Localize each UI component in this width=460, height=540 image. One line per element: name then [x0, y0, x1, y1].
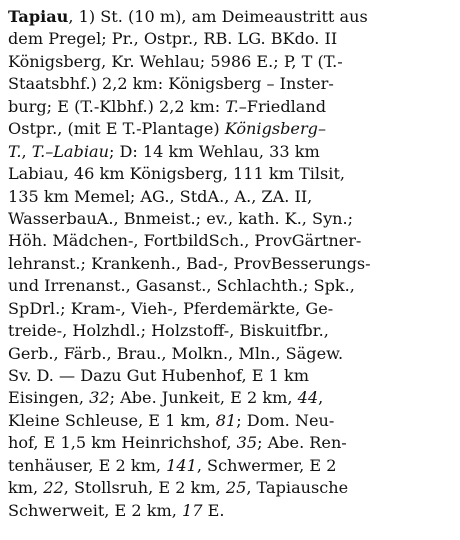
entry-text: Ostpr., (mit E T.-Plantage) — [8, 119, 225, 139]
entry-line — [8, 275, 454, 297]
entry-text: ; Dom. Neu- — [236, 410, 335, 430]
entry-text: T.–Labiau — [31, 141, 109, 161]
entry-text: 44 — [297, 388, 319, 408]
gazetteer-entry — [8, 6, 454, 522]
entry-text: , — [318, 388, 324, 408]
entry-text: Kleine Schleuse, E 1 km, — [8, 410, 216, 430]
entry-text: T. — [225, 96, 239, 116]
entry-line — [8, 28, 454, 50]
entry-line — [8, 51, 454, 73]
entry-text: , — [21, 141, 32, 161]
entry-line — [8, 186, 454, 208]
entry-text: Eisingen, — [8, 388, 90, 408]
entry-text: Königsberg, Kr. Wehlau; 5986 E.; P, T (T.- — [8, 51, 343, 71]
entry-text: –Friedland — [238, 96, 327, 116]
entry-text: hof, E 1,5 km Heinrichshof, — [8, 433, 237, 453]
entry-line — [8, 253, 454, 275]
entry-text: und Irrenanst., Gasanst., Schlachth.; Spk., — [8, 276, 355, 296]
entry-text: Labiau, 46 km Königsberg, 111 km Tilsit, — [8, 164, 346, 184]
entry-text: Schwerweit, E 2 km, — [8, 500, 183, 520]
entry-text: E. — [202, 500, 225, 520]
entry-line — [8, 6, 454, 28]
entry-text: , Schwermer, E 2 — [196, 455, 337, 475]
entry-text: SpDrl.; Kram-, Vieh-, Pferdemärkte, Ge- — [8, 298, 334, 318]
entry-text: 35 — [236, 433, 258, 453]
entry-text: burg; E (T.-Klbhf.) 2,2 km: — [8, 96, 226, 116]
entry-text: ; D: 14 km Wehlau, 33 km — [108, 141, 320, 161]
entry-text: 135 km Memel; AG., StdA., A., ZA. II, — [8, 186, 313, 206]
entry-text: Königsberg– — [224, 119, 327, 139]
entry-line — [8, 410, 454, 432]
entry-line — [8, 500, 454, 522]
entry-line — [8, 230, 454, 252]
entry-line — [8, 387, 454, 409]
entry-line — [8, 163, 454, 185]
entry-line — [8, 320, 454, 342]
entry-line — [8, 455, 454, 477]
entry-line — [8, 208, 454, 230]
entry-headword: Tapiau — [8, 7, 69, 26]
entry-text: tenhäuser, E 2 km, — [8, 455, 167, 475]
entry-text: treide-, Holzhdl.; Holzstoff-, Biskuitfbr., — [8, 321, 329, 341]
entry-line — [8, 96, 454, 118]
entry-text: , Tapiausche — [246, 478, 349, 498]
entry-line — [8, 432, 454, 454]
entry-text: Sv. D. — Dazu Gut Hubenhof, E 1 km — [8, 366, 309, 385]
entry-text: ; Abe. Junkeit, E 2 km, — [109, 388, 298, 408]
entry-text: Höh. Mädchen-, FortbildSch., ProvGärtner- — [8, 231, 362, 251]
entry-text: 17 — [182, 500, 203, 520]
entry-line — [8, 343, 454, 365]
entry-line — [8, 477, 454, 499]
entry-line — [8, 141, 454, 163]
entry-text: 25 — [225, 478, 247, 498]
entry-text: WasserbauA., Bnmeist.; ev., kath. K., Syn.; — [8, 208, 354, 228]
entry-text: dem Pregel; Pr., Ostpr., RB. LG. BKdo. II — [8, 29, 338, 49]
entry-text: km, — [8, 478, 44, 498]
entry-text: 141 — [166, 455, 197, 475]
entry-text: 22 — [43, 478, 64, 498]
entry-line — [8, 365, 454, 387]
entry-text: , Stollsruh, E 2 km, — [63, 478, 226, 498]
entry-text: Gerb., Färb., Brau., Molkn., Mln., Sägew. — [8, 343, 344, 363]
entry-text: Staatsbhf.) 2,2 km: Königsberg – Inster- — [8, 74, 334, 94]
entry-text: 81 — [215, 410, 237, 430]
entry-line — [8, 118, 454, 140]
entry-line — [8, 73, 454, 95]
entry-text: 32 — [89, 388, 110, 408]
entry-text: T. — [8, 141, 22, 161]
entry-text: ; Abe. Ren- — [257, 433, 347, 453]
entry-line — [8, 298, 454, 320]
entry-text: lehranst.; Krankenh., Bad-, ProvBesserungs- — [8, 253, 371, 273]
entry-text: , 1) St. (10 m), am Deimeaustritt aus — [68, 7, 368, 26]
